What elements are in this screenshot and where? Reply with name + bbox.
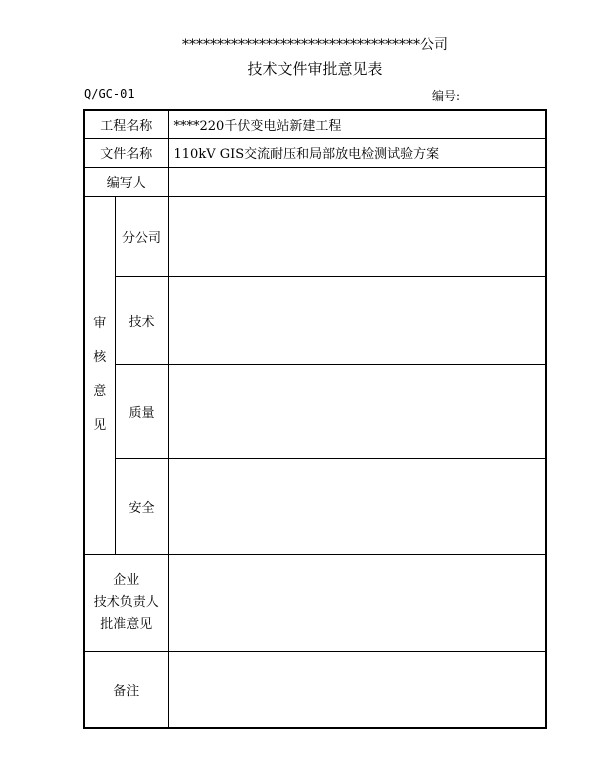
approval-label-line-3: 批准意见 (100, 617, 153, 633)
quality-opinion-field[interactable] (168, 365, 546, 458)
author-row (84, 167, 546, 196)
project-name-value[interactable]: ****220千伏变电站新建工程 (168, 110, 546, 138)
quality-label: 质量 (115, 365, 168, 458)
remarks-label: 备注 (84, 652, 168, 728)
approval-opinion-field[interactable] (168, 554, 546, 651)
branch-opinion-field[interactable] (168, 196, 546, 276)
review-row-safety (84, 458, 546, 554)
approval-label-line-2: 技术负责人 (93, 595, 159, 611)
review-row-quality (84, 365, 546, 458)
review-char-1: 审 (93, 316, 107, 332)
review-section-label (84, 196, 115, 554)
form-title: 技术文件审批意见表 (247, 60, 383, 78)
technical-opinion-field[interactable] (168, 277, 546, 365)
approval-row (84, 554, 546, 651)
safety-label: 安全 (115, 458, 168, 554)
author-label: 编写人 (84, 167, 168, 196)
project-name-label: 工程名称 (84, 110, 168, 138)
remarks-row (84, 652, 546, 728)
branch-label: 分公司 (115, 196, 168, 276)
project-name-row (84, 110, 546, 138)
file-name-label: 文件名称 (84, 138, 168, 167)
technical-label: 技术 (115, 277, 168, 365)
serial-number-label: 编号: (432, 89, 461, 103)
file-name-value[interactable]: 110kV GIS交流耐压和局部放电检测试验方案 (168, 138, 546, 167)
review-row-branch (84, 196, 546, 276)
safety-opinion-field[interactable] (168, 458, 546, 554)
company-name: **********************************公司 (182, 37, 448, 53)
review-char-2: 核 (93, 350, 107, 366)
approval-form-table (83, 109, 547, 729)
review-char-3: 意 (93, 384, 107, 400)
remarks-field[interactable] (168, 652, 546, 728)
author-value[interactable] (168, 167, 546, 196)
review-row-technical (84, 277, 546, 365)
approval-label-line-1: 企业 (113, 573, 140, 589)
document-code: Q/GC-01 (84, 87, 135, 101)
approval-label (84, 554, 168, 651)
file-name-row (84, 138, 546, 167)
review-char-4: 见 (93, 418, 107, 434)
